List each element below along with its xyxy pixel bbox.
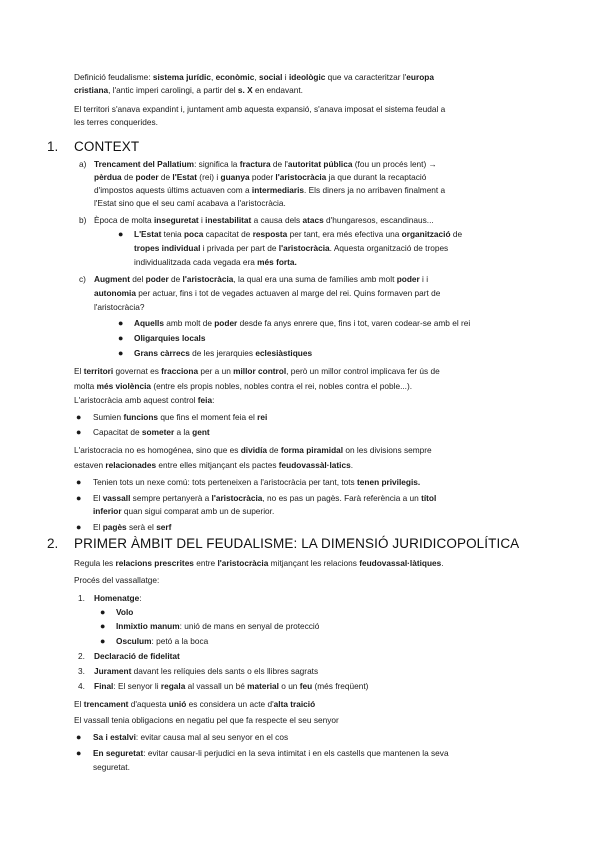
bold-term: ideològic: [288, 72, 326, 82]
bold-term: someter: [141, 427, 175, 437]
bullet-icon: ●: [76, 522, 82, 532]
paragraph-line: [94, 287, 440, 299]
list-item: [134, 228, 462, 240]
bold-term: europa: [406, 72, 434, 82]
bold-term: poder: [214, 318, 238, 328]
list-marker: a): [79, 159, 87, 169]
list-item: [94, 680, 368, 692]
text-run: per a un: [198, 366, 234, 376]
list-item: [134, 317, 470, 329]
bold-term: l'Estat: [172, 172, 197, 182]
list-item: [93, 747, 449, 759]
paragraph-line: l'Estat sino que el seu camí acabava a l'aristocràcia.: [94, 198, 286, 208]
text-run: de les jerarquies: [189, 348, 256, 358]
list-marker: c): [79, 274, 86, 284]
text-run: en endavant.: [252, 85, 303, 95]
bold-term: poder: [396, 274, 420, 284]
list-item: [93, 411, 267, 423]
text-run: :: [139, 593, 142, 603]
text-run: ja que durant la recaptació: [326, 172, 427, 182]
bold-term: més violència: [96, 381, 152, 391]
bold-term: organització: [401, 229, 451, 239]
bold-term: l'aristocràcia: [278, 243, 330, 253]
section-title: PRIMER ÀMBIT DEL FEUDALISME: LA DIMENSIÓ JURIDICOPOLÍTICA: [74, 536, 520, 551]
text-run: per tant, era més efectiva una: [287, 229, 402, 239]
paragraph-line: [74, 557, 444, 569]
text-run: a la: [174, 427, 193, 437]
text-run: Capacitat de: [93, 427, 142, 437]
text-run: entre elles mitjançant els pactes: [156, 460, 279, 470]
text-run: Època de molta: [94, 215, 154, 225]
bullet-icon: ●: [118, 348, 124, 358]
text-run: de: [450, 229, 463, 239]
bold-term: relacions prescrites: [115, 558, 194, 568]
paragraph-line: [74, 698, 315, 710]
list-item: [93, 426, 210, 438]
bold-term: més forta.: [257, 257, 297, 267]
bold-term: funcions: [123, 412, 159, 422]
list-marker: b): [79, 215, 87, 225]
bold-term: Homenatge: [94, 593, 140, 603]
bold-term: fracciona: [161, 366, 199, 376]
section-number: 2.: [47, 536, 59, 551]
bold-term: dividía: [240, 445, 267, 455]
text-run: i privada per part de: [200, 243, 279, 253]
paragraph-line: [74, 444, 432, 456]
text-run: de: [158, 172, 173, 182]
text-run: :: [212, 395, 215, 405]
text-run: per actuar, fins i tot de vegades actuaven al marge del rei. Quins formaven part de: [135, 288, 441, 298]
list-item: [94, 592, 142, 604]
bold-term: tenen privilegis.: [357, 477, 421, 487]
list-item: [94, 665, 318, 677]
bold-term: millor control: [233, 366, 287, 376]
paragraph-line: [74, 394, 214, 406]
list-item: [94, 650, 180, 662]
bold-term: Oligarquies locals: [134, 333, 206, 343]
text-run: Sumien: [93, 412, 124, 422]
bold-term: guanya: [220, 172, 250, 182]
bold-term: s. X: [237, 85, 253, 95]
bullet-icon: ●: [100, 636, 106, 646]
bold-term: autoritat pública: [287, 159, 353, 169]
bold-term: Declaració de fidelitat: [94, 651, 180, 661]
bold-term: regala: [160, 681, 186, 691]
paragraph-line: [94, 171, 426, 183]
list-number: 4.: [78, 681, 85, 691]
text-run: quan sigui comparat amb un de superior.: [121, 506, 275, 516]
text-run: que fins el moment feia el: [158, 412, 258, 422]
bold-term: autonomia: [94, 288, 136, 298]
text-run: (entre els propis nobles, nobles contra el rei, nobles contra el poble...).: [151, 381, 413, 391]
bold-term: econòmic: [215, 72, 255, 82]
intro-line: les terres conquerides.: [74, 117, 158, 127]
text-run: davant les relíquies dels sants o els llibres sagrats: [131, 666, 319, 676]
list-number: 3.: [78, 666, 85, 676]
list-item: [93, 731, 288, 743]
text-run: es considera un acte d': [186, 699, 274, 709]
bullet-icon: ●: [118, 333, 124, 343]
paragraph-line: El vassall tenia obligacions en negatiu pel que fa respecte el seu senyor: [74, 715, 339, 725]
text-run: del: [129, 274, 146, 284]
bold-term: atacs: [302, 215, 324, 225]
bold-term: poder: [145, 274, 169, 284]
paragraph-line: [74, 365, 440, 377]
text-run: capacitat de: [203, 229, 253, 239]
text-run: , l'antic imperi carolingi, a partir del: [108, 85, 238, 95]
bold-term: Jurament: [94, 666, 132, 676]
text-run: d'impostos aquests últims actuaven com a: [94, 185, 252, 195]
text-run: Definició feudalisme:: [74, 72, 153, 82]
text-run: de: [121, 172, 136, 182]
list-item: [134, 332, 205, 344]
bold-term: Sa i estalvi: [93, 732, 136, 742]
bold-term: l'aristocràcia: [275, 172, 327, 182]
text-run: : evitar causa mal al seu senyor en el cos: [135, 732, 289, 742]
bullet-icon: ●: [76, 748, 82, 758]
text-run: a causa dels: [251, 215, 303, 225]
bold-term: vassall: [102, 493, 131, 503]
list-number: 1.: [78, 593, 85, 603]
list-item: [134, 256, 297, 268]
text-run: El: [74, 366, 84, 376]
text-run: molta: [74, 381, 97, 391]
bold-term: fractura: [239, 159, 271, 169]
intro-line: El territori s'anava expandint i, juntament amb aquesta expansió, s'anava imposat el sistema feudal a: [74, 104, 446, 114]
text-run: de: [168, 274, 183, 284]
text-run: : significa la: [194, 159, 240, 169]
bold-term: resposta: [252, 229, 288, 239]
text-run: Regula les: [74, 558, 116, 568]
intro-line: [74, 71, 434, 83]
text-run: de l': [270, 159, 288, 169]
bold-term: forma piramidal: [280, 445, 344, 455]
text-run: : evitar causar-li perjudici en la seva intimitat i en els castells que mantenen la seva: [143, 748, 449, 758]
paragraph-line: [94, 184, 445, 196]
text-run: , la qual era una suma de famílies amb molt: [233, 274, 397, 284]
text-run: d'aquesta: [128, 699, 169, 709]
paragraph-line: [94, 158, 437, 170]
text-run: individualitzada cada vegada era: [134, 257, 258, 267]
bold-term: relacionades: [105, 460, 157, 470]
paragraph-line: Procés del vassallatge:: [74, 575, 160, 585]
list-item: [134, 347, 312, 359]
text-run: de: [267, 445, 281, 455]
bold-term: inestabilitat: [205, 215, 252, 225]
bold-term: trencament: [83, 699, 129, 709]
list-item: [134, 242, 448, 254]
bold-term: Inmixtio manum: [116, 621, 180, 631]
bold-term: Augment: [94, 274, 130, 284]
paragraph-line: l'aristocràcia?: [94, 302, 145, 312]
bold-term: intermediaris: [251, 185, 305, 195]
bold-term: territori: [83, 366, 114, 376]
bold-term: social: [258, 72, 283, 82]
text-run: Tenien tots un nexe comú: tots perteneixen a l'aristocràcia per tant, tots: [93, 477, 358, 487]
text-run: tenia: [161, 229, 184, 239]
text-run: mitjançant les relacions: [268, 558, 360, 568]
bold-term: tropes individual: [134, 243, 201, 253]
bold-term: inferior: [93, 506, 122, 516]
bold-term: rei: [257, 412, 268, 422]
text-run: poder: [249, 172, 276, 182]
text-run: , no es pas un pagès. Farà referència a un: [262, 493, 422, 503]
text-run: . Els diners ja no arribaven finalment a: [304, 185, 446, 195]
text-run: ,: [210, 72, 216, 82]
bullet-icon: ●: [100, 607, 106, 617]
text-run: que va caracteritzar l': [325, 72, 407, 82]
bold-term: Volo: [116, 607, 134, 617]
bold-term: l'aristocràcia: [217, 558, 269, 568]
bold-term: eclesiàstiques: [255, 348, 313, 358]
bold-term: poca: [183, 229, 204, 239]
text-run: (fou un procés lent) →: [352, 159, 437, 169]
bold-term: unió: [168, 699, 187, 709]
text-run: d'hungaresos, escandinaus...: [323, 215, 434, 225]
bold-term: gent: [192, 427, 210, 437]
text-run: .: [441, 558, 444, 568]
bold-term: serf: [156, 522, 172, 532]
section-title: CONTEXT: [74, 139, 140, 154]
list-item: seguretat.: [93, 762, 130, 772]
bold-term: feu: [299, 681, 313, 691]
bold-term: Grans càrrecs: [134, 348, 190, 358]
text-run: o un: [278, 681, 300, 691]
text-run: : petó a la boca: [151, 636, 209, 646]
list-item: [93, 505, 274, 517]
intro-line: [74, 84, 303, 96]
bold-term: pèrdua: [94, 172, 122, 182]
text-run: amb molt de: [163, 318, 215, 328]
bullet-icon: ●: [76, 732, 82, 742]
text-run: serà el: [126, 522, 157, 532]
text-run: governat es: [113, 366, 162, 376]
text-run: : unió de mans en senyal de protecció: [179, 621, 320, 631]
bold-term: títol: [421, 493, 437, 503]
list-item: [116, 620, 319, 632]
text-run: El: [93, 522, 103, 532]
text-run: (més freqüent): [312, 681, 369, 691]
bold-term: Aquells: [134, 318, 164, 328]
text-run: . Aquesta organització de tropes: [329, 243, 449, 253]
text-run: El: [93, 493, 103, 503]
paragraph-line: [94, 214, 434, 226]
text-run: i i: [419, 274, 429, 284]
bold-term: sistema jurídic: [152, 72, 211, 82]
bullet-icon: ●: [100, 621, 106, 631]
bold-term: alta traició: [273, 699, 316, 709]
text-run: , però un millor control implicava fer ús de: [286, 366, 440, 376]
text-run: i: [198, 215, 206, 225]
text-run: on les divisions sempre: [343, 445, 432, 455]
bullet-icon: ●: [118, 318, 124, 328]
list-item: [116, 606, 133, 618]
bullet-icon: ●: [76, 412, 82, 422]
bold-term: material: [247, 681, 279, 691]
list-item: [93, 492, 436, 504]
text-run: sempre pertanyerà a: [130, 493, 212, 503]
text-run: .: [350, 460, 354, 470]
text-run: entre: [193, 558, 218, 568]
text-run: al vassall un bé: [185, 681, 248, 691]
bold-term: Trencament del Pallatium: [94, 159, 195, 169]
list-item: [116, 635, 208, 647]
list-item: [93, 521, 171, 533]
bold-term: Final: [94, 681, 114, 691]
bold-term: inseguretat: [153, 215, 199, 225]
text-run: : El senyor li: [113, 681, 161, 691]
bullet-icon: ●: [76, 427, 82, 437]
bold-term: poder: [135, 172, 159, 182]
text-run: (rei) i: [197, 172, 221, 182]
text-run: i: [282, 72, 289, 82]
bold-term: pagès: [102, 522, 127, 532]
bold-term: Osculum: [116, 636, 152, 646]
bold-term: En seguretat: [93, 748, 144, 758]
bold-term: l'aristocràcia: [182, 274, 234, 284]
section-number: 1.: [47, 139, 59, 154]
bold-term: feia: [197, 395, 213, 405]
bold-term: feudovassal·làtiques: [359, 558, 442, 568]
bullet-icon: ●: [76, 477, 82, 487]
bullet-icon: ●: [118, 229, 124, 239]
bold-term: l'aristocràcia: [211, 493, 263, 503]
text-run: estaven: [74, 460, 106, 470]
text-run: desde fa anys enrere que, fins i tot, varen codear-se amb el rei: [237, 318, 471, 328]
paragraph-line: [94, 273, 428, 285]
text-run: L'aristocràcia amb aquest control: [74, 395, 198, 405]
bold-term: feudovassàl·latics: [278, 460, 351, 470]
list-number: 2.: [78, 651, 85, 661]
text-run: El: [74, 699, 84, 709]
text-run: L'aristocracia no es homogénea, sino que es: [74, 445, 241, 455]
text-run: ,: [254, 72, 259, 82]
bullet-icon: ●: [76, 493, 82, 503]
paragraph-line: [74, 380, 412, 392]
bold-term: cristiana: [74, 85, 109, 95]
paragraph-line: [74, 459, 353, 471]
list-item: [93, 476, 420, 488]
bold-term: L'Estat: [134, 229, 162, 239]
